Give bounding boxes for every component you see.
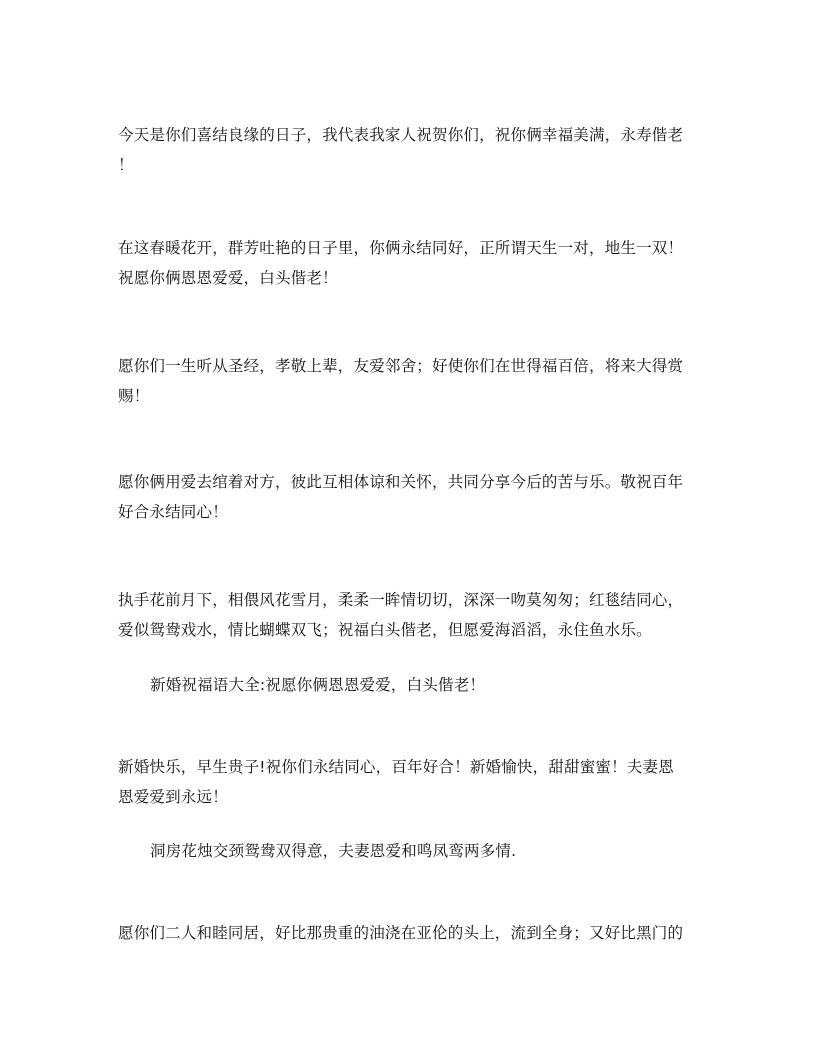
paragraph-line: 新婚祝福语大全:祝愿你俩恩恩爱爱，白头偕老！ [150, 676, 486, 694]
paragraph-line: 愿你们二人和睦同居，好比那贵重的油浇在亚伦的头上，流到全身；又好比黑门的 [118, 924, 684, 942]
paragraph-4 [118, 467, 708, 527]
paragraph-9 [118, 918, 708, 948]
paragraph-line: 祝愿你俩恩恩爱爱，白头偕老！ [118, 269, 338, 287]
paragraph-5 [118, 585, 708, 645]
paragraph-line: 赐！ [118, 387, 150, 405]
paragraph-line: 愿你们一生听从圣经，孝敬上辈，友爱邻舍；好使你们在世得福百倍，将来大得赏 [118, 357, 684, 375]
paragraph-7 [118, 752, 708, 812]
paragraph-line: 今天是你们喜结良缘的日子，我代表我家人祝贺你们，祝你俩幸福美满，永寿偕老 [118, 126, 684, 144]
paragraph-line: 爱似鸳鸯戏水，情比蝴蝶双飞；祝福白头偕老，但愿爱海滔滔，永住鱼水乐。 [118, 621, 652, 639]
paragraph-line: 在这春暖花开，群芳吐艳的日子里，你俩永结同好，正所谓天生一对，地生一双！ [118, 239, 684, 257]
paragraph-3 [118, 351, 708, 411]
paragraph-8 [150, 836, 740, 866]
paragraph-line: ！ [118, 156, 134, 174]
paragraph-line: 洞房花烛交颈鸳鸯双得意，夫妻恩爱和鸣凤鸾两多情. [150, 842, 517, 860]
paragraph-line: 好合永结同心！ [118, 503, 228, 521]
paragraph-6 [150, 670, 740, 700]
paragraph-line: 愿你俩用爱去绾着对方，彼此互相体谅和关怀，共同分享今后的苦与乐。敬祝百年 [118, 473, 684, 491]
paragraph-line: 执手花前月下，相偎风花雪月，柔柔一眸情切切，深深一吻莫匆匆；红毯结同心， [118, 591, 684, 609]
paragraph-line: 新婚快乐，早生贵子!祝你们永结同心，百年好合！新婚愉快，甜甜蜜蜜！夫妻恩 [118, 758, 674, 776]
paragraph-1 [118, 120, 708, 180]
paragraph-line: 恩爱爱到永远！ [118, 788, 228, 806]
paragraph-2 [118, 233, 708, 293]
